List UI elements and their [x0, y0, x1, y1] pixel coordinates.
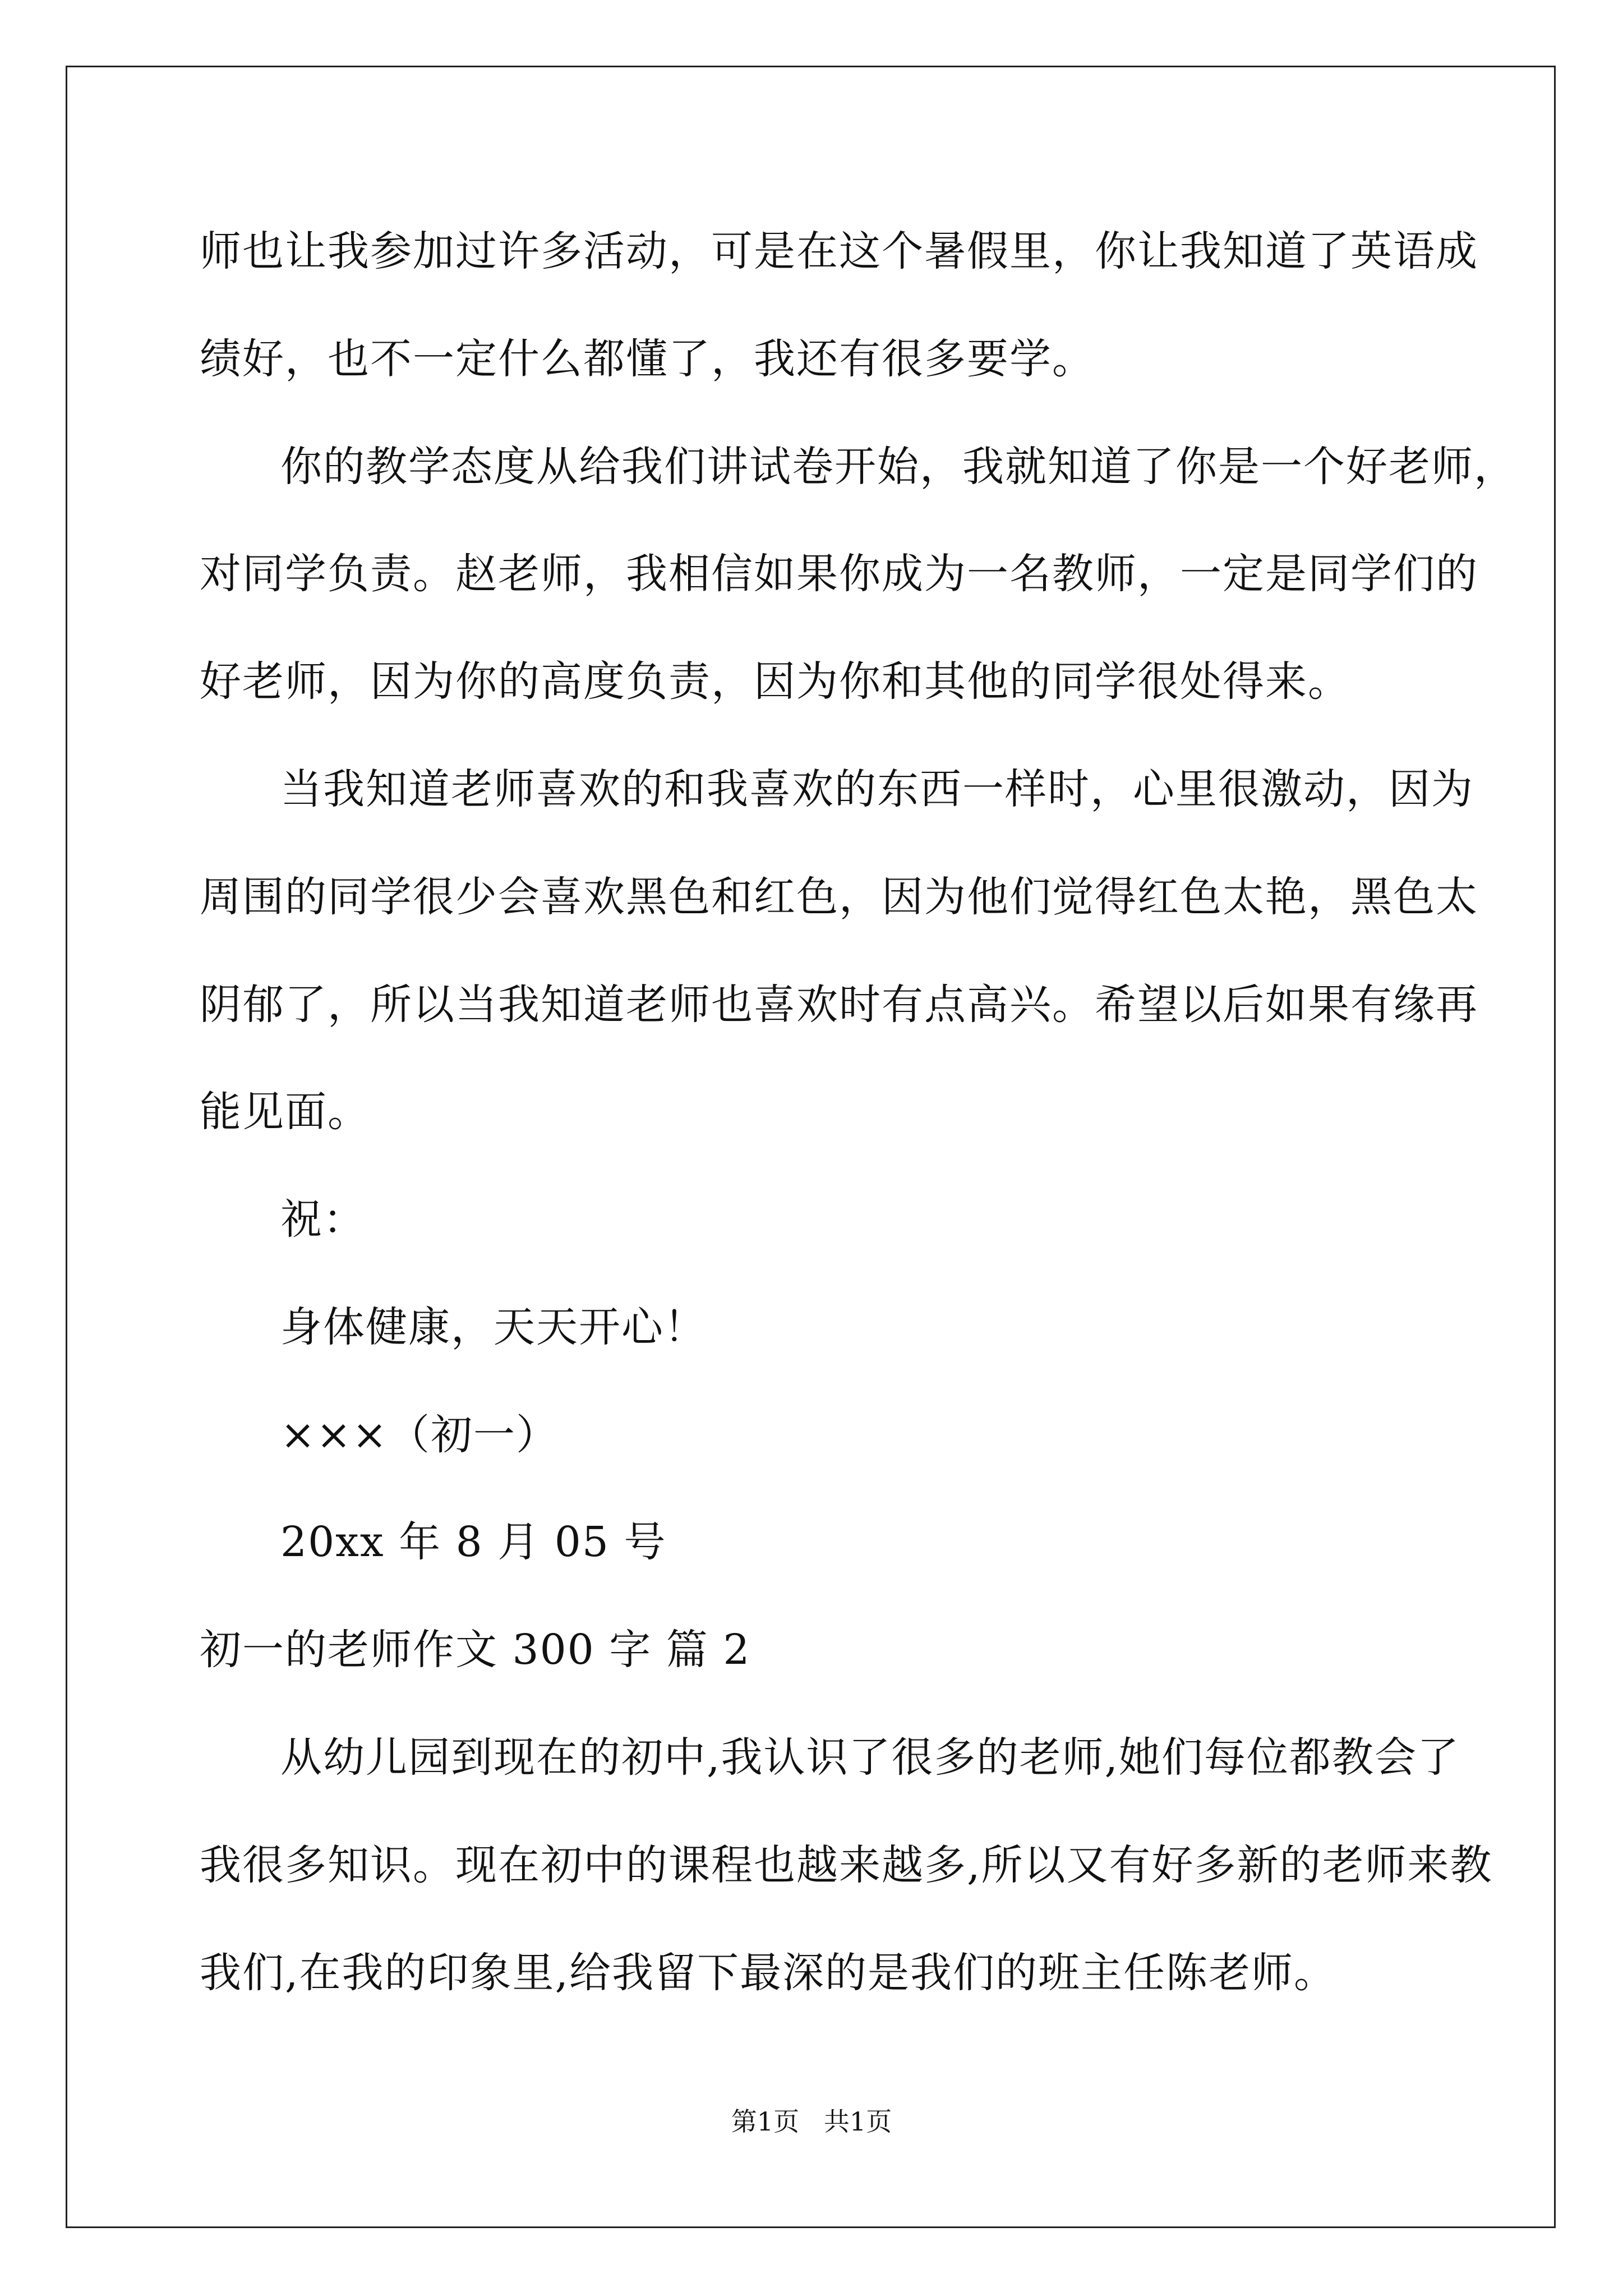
closing-blessing: 身体健康，天天开心！ [280, 1303, 707, 1351]
paragraph-3-line-1: 当我知道老师喜欢的和我喜欢的东西一样时，心里很激动，因为 [280, 765, 1474, 813]
paragraph-2-line-3: 好老师，因为你的高度负责，因为你和其他的同学很处得来。 [200, 657, 1350, 706]
paragraph-2-line-2: 对同学负责。赵老师，我相信如果你成为一名教师，一定是同学们的 [200, 550, 1478, 598]
page-border [66, 66, 1556, 2228]
paragraph-2-line-1: 你的教学态度从给我们讲试卷开始，我就知道了你是一个好老师， [280, 443, 1516, 491]
section-2-line-3: 我们,在我的印象里,给我留下最深的是我们的班主任陈老师。 [200, 1949, 1337, 1997]
paragraph-3-line-2: 周围的同学很少会喜欢黑色和红色，因为他们觉得红色太艳，黑色太 [200, 873, 1478, 921]
paragraph-1-line-2: 绩好，也不一定什么都懂了，我还有很多要学。 [200, 335, 1095, 383]
section-2-line-2: 我很多知识。现在初中的课程也越来越多,所以又有好多新的老师来教 [200, 1841, 1493, 1889]
closing-signature: ×××（初一） [280, 1411, 559, 1459]
paragraph-3-line-3: 阴郁了，所以当我知道老师也喜欢时有点高兴。希望以后如果有缘再 [200, 981, 1478, 1029]
closing-wish: 祝： [280, 1195, 366, 1244]
closing-date: 20xx 年 8 月 05 号 [280, 1518, 667, 1566]
paragraph-3-line-4: 能见面。 [200, 1088, 370, 1136]
section-title: 初一的老师作文 300 字 篇 2 [200, 1626, 751, 1674]
paragraph-1-line-1: 师也让我参加过许多活动，可是在这个暑假里，你让我知道了英语成 [200, 227, 1478, 275]
section-2-line-1: 从幼儿园到现在的初中,我认识了很多的老师,她们每位都教会了 [280, 1733, 1460, 1782]
page-number-footer: 第1页 共1页 [731, 2106, 892, 2137]
